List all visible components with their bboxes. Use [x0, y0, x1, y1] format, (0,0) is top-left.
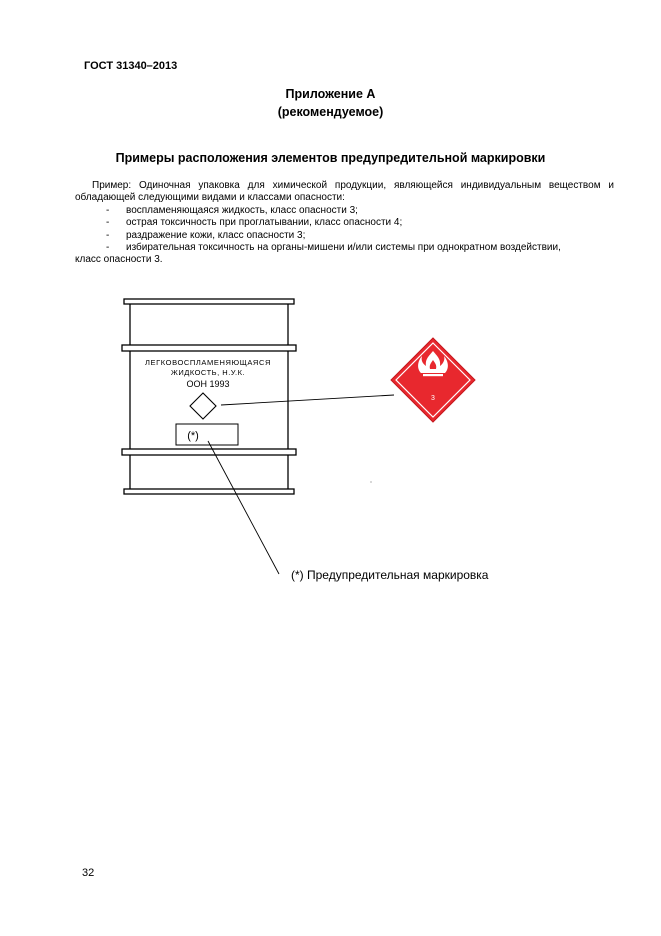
example-intro: Пример: Одиночная упаковка для химической продукции, являющейся индивидуальным веществом и обладающей следующими видами и классами опасности:	[75, 180, 614, 204]
figure-caption: (*) Предупредительная маркировка	[291, 568, 489, 582]
appendix-subtitle: (рекомендуемое)	[277, 105, 384, 119]
marking-box-label: (*)	[187, 430, 199, 442]
drum-lower-hoop	[122, 449, 296, 455]
drum-top-rim	[124, 299, 294, 304]
marking-box	[176, 424, 238, 445]
drum-bottom-rim	[124, 489, 294, 494]
list-item: - острая токсичность при проглатывании, класс опасности 4;	[106, 217, 403, 229]
flammable-hazard-sign-icon	[391, 338, 475, 422]
drum-label-line1: ЛЕГКОВОСПЛАМЕНЯЮЩАЯСЯ	[145, 358, 271, 367]
section-title: Примеры расположения элементов предупредительной маркировки	[115, 151, 546, 165]
appendix-title: Приложение А	[285, 87, 376, 101]
drum	[122, 299, 296, 494]
example-continuation: класс опасности 3.	[75, 254, 163, 266]
drum-label-line2: ЖИДКОСТЬ, Н.У.К.	[170, 368, 246, 377]
drum-upper-hoop	[122, 345, 296, 351]
list-item: - избирательная токсичность на органы-мишени и/или системы при однократном воздействии,	[106, 242, 561, 254]
page-number: 32	[82, 867, 95, 879]
list-item: - раздражение кожи, класс опасности 3;	[106, 229, 306, 241]
drum-label-line3: ООН 1993	[186, 379, 230, 389]
standard-id: ГОСТ 31340–2013	[84, 60, 178, 72]
list-item: - воспламеняющаяся жидкость, класс опасности 3;	[106, 204, 358, 216]
hazard-class-number: 3	[431, 395, 435, 402]
stray-dot	[370, 481, 371, 482]
